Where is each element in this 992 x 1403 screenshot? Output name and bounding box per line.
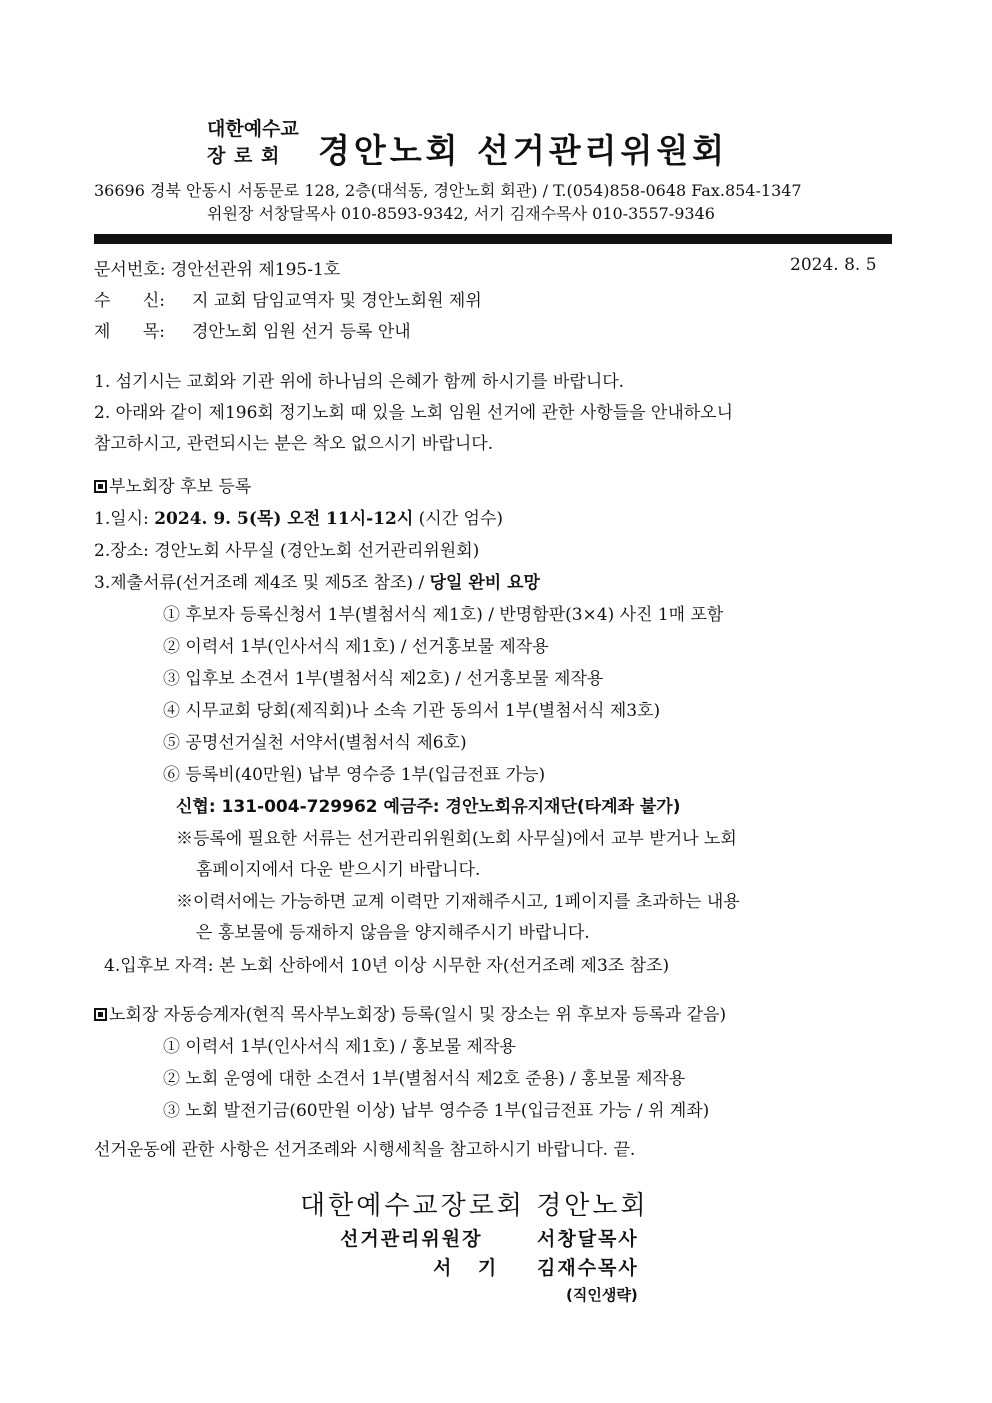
doc-item-5: ⑤ 공명선거실천 서약서(별첨서식 제6호) — [163, 733, 467, 753]
secretary-title: 서 기 — [433, 1257, 497, 1279]
org-line-2: 장 로 회 — [207, 145, 281, 167]
intro-paragraph-1: 1. 섬기시는 교회와 기관 위에 하나님의 은혜가 함께 하시기를 바랍니다. — [94, 372, 625, 392]
org-line-1: 대한예수교 — [207, 118, 299, 140]
section2-item-2: ② 노회 운영에 대한 소견서 1부(별첨서식 제2호 준용) / 홍보물 제작용 — [163, 1069, 686, 1089]
chair-title: 선거관리위원장 — [340, 1228, 483, 1250]
intro-paragraph-2a: 2. 아래와 같이 제196회 정기노회 때 있을 노회 임원 선거에 관한 사항들을 안내하오니 — [94, 403, 734, 423]
section1-heading: 부노회장 후보 등록 — [94, 472, 251, 497]
header-rule — [94, 234, 892, 244]
doc-item-3: ③ 입후보 소견서 1부(별첨서식 제2호) / 선거홍보물 제작용 — [163, 669, 604, 689]
section2-item-3: ③ 노회 발전기금(60만원 이상) 납부 영수증 1부(입금전표 가능 / 위 계좌) — [163, 1101, 710, 1121]
intro-paragraph-2b: 참고하시고, 관련되시는 분은 착오 없으시기 바랍니다. — [94, 434, 494, 454]
checkbox-square-icon — [94, 480, 107, 493]
qualification: 4.입후보 자격: 본 노회 산하에서 10년 이상 시무한 자(선거조례 제3조 참조) — [104, 956, 670, 976]
subject-label: 제 목: — [94, 322, 165, 342]
chair-name: 서창달목사 — [537, 1228, 639, 1250]
section1-date: 1.일시: 2024. 9. 5(목) 오전 11시-12시 (시간 엄수) — [94, 509, 504, 529]
date-note: (시간 엄수) — [418, 509, 504, 529]
address-line: 36696 경북 안동시 서동문로 128, 2층(대석동, 경안노회 회관) / T.(054)858-0648 Fax.854-1347 — [94, 181, 802, 200]
section1-place: 2.장소: 경안노회 사무실 (경안노회 선거관리위원회) — [94, 541, 480, 561]
doc-item-6: ⑥ 등록비(40만원) 납부 영수증 1부(입금전표 가능) — [163, 765, 546, 785]
subject: 경안노회 임원 선거 등록 안내 — [192, 322, 411, 342]
section2-item-1: ① 이력서 1부(인사서식 제1호) / 홍보물 제작용 — [163, 1037, 516, 1057]
doc-date: 2024. 8. 5 — [790, 255, 877, 275]
docs-emphasis: 당일 완비 요망 — [429, 573, 540, 593]
recipient-label: 수 신: — [94, 291, 165, 311]
closing-line: 선거운동에 관한 사항은 선거조례와 시행세칙을 참고하시기 바랍니다. 끝. — [94, 1140, 636, 1160]
section2-heading: 노회장 자동승계자(현직 목사부노회장) 등록(일시 및 장소는 위 후보자 등록과 같음) — [94, 1000, 726, 1025]
recipient: 지 교회 담임교역자 및 경안노회원 제위 — [192, 291, 482, 311]
doc-number: 문서번호: 경안선관위 제195-1호 — [94, 260, 341, 280]
committee-title: 경안노회 선거관리위원회 — [318, 131, 729, 170]
bank-account: 신협: 131-004-729962 예금주: 경안노회유지재단(타계좌 불가) — [176, 797, 681, 817]
note-1a: ※등록에 필요한 서류는 선거관리위원회(노회 사무실)에서 교부 받거나 노회 — [176, 829, 737, 849]
section1-docs: 3.제출서류(선거조례 제4조 및 제5조 참조) / 당일 완비 요망 — [94, 573, 540, 593]
signature-org: 대한예수교장로회 경안노회 — [300, 1191, 649, 1221]
doc-item-1: ① 후보자 등록신청서 1부(별첨서식 제1호) / 반명함판(3×4) 사진 1매 포함 — [163, 605, 724, 625]
doc-item-4: ④ 시무교회 당회(제직회)나 소속 기관 동의서 1부(별첨서식 제3호) — [163, 701, 661, 721]
contacts-line: 위원장 서창달목사 010-8593-9342, 서기 김재수목사 010-3557-9346 — [207, 204, 715, 223]
date-value: 2024. 9. 5(목) 오전 11시-12시 — [154, 509, 414, 529]
note-1b: 홈페이지에서 다운 받으시기 바랍니다. — [196, 860, 481, 880]
note-2a: ※이력서에는 가능하면 교계 이력만 기재해주시고, 1페이지를 초과하는 내용 — [176, 892, 740, 912]
seal-note: (직인생략) — [566, 1286, 638, 1304]
doc-item-2: ② 이력서 1부(인사서식 제1호) / 선거홍보물 제작용 — [163, 637, 549, 657]
checkbox-square-icon — [94, 1008, 107, 1021]
note-2b: 은 홍보물에 등재하지 않음을 양지해주시기 바랍니다. — [196, 923, 590, 943]
secretary-name: 김재수목사 — [537, 1257, 639, 1279]
